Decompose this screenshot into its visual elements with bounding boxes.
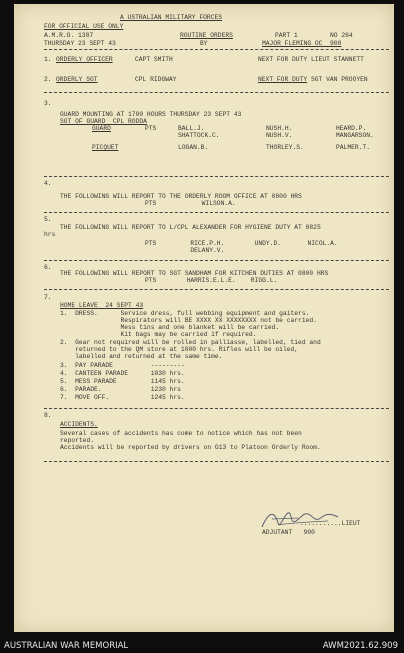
s7-item: labelled and returned at the same time. xyxy=(60,353,223,360)
picquet-name: THORLEY.S. xyxy=(266,144,304,151)
s8-line-2: reported. xyxy=(60,437,95,444)
rule-4 xyxy=(44,212,389,213)
rule-3 xyxy=(44,176,389,177)
order-number: NO 264 xyxy=(330,32,353,39)
s7-item: Mess tins and one blanket will be carried. xyxy=(60,324,280,331)
s7-item: 4. CANTEEN PARADE 1030 hrs. xyxy=(60,370,185,377)
rule-8 xyxy=(44,461,389,462)
orderly-sgt-name: CPL RIDGWAY xyxy=(135,76,177,83)
s5-line-1: THE FOLLOWING WILL REPORT TO L/CPL ALEXANDER FOR HYGIENE DUTY AT 0825 xyxy=(60,224,321,231)
s8-line-3: Accidents will be reported by drivers on G13 to Platoon Orderly Room. xyxy=(60,444,321,451)
major-label: MAJOR FLEMING OC 900 xyxy=(262,40,342,47)
s7-item: 2. Gear not required will be rolled in palliasse, labelled, tied and xyxy=(60,339,321,346)
footer-memorial-label: AUSTRALIAN WAR MEMORIAL xyxy=(4,641,129,651)
guard-name: BALL.J. xyxy=(178,125,205,132)
s7-item: 7. MOVE OFF. 1245 hrs. xyxy=(60,394,185,401)
next-for-duty-name-2: SGT VAN PROOYEN xyxy=(311,76,368,83)
s5-line-2: PTS RICE.P.H. UNDY.D. NICOL.A. xyxy=(145,240,338,247)
forces-heading: A USTRALIAN MILITARY FORCES xyxy=(120,14,223,21)
guard-name: SHATTOCK.C. xyxy=(178,132,220,139)
date-line: THURSDAY 23 SEPT 43 xyxy=(44,40,116,47)
s7-item: Kit bags may be carried if required. xyxy=(60,331,257,338)
guard-name: NUSH.V. xyxy=(266,132,293,139)
s4-number: 4. xyxy=(44,180,52,187)
s5-line-3: DELANY.V. xyxy=(145,247,225,254)
s7-item: returned to the QM store at 1000 hrs. Rifles will be oiled, xyxy=(60,346,299,353)
orderly-officer-name: CAPT SMITH xyxy=(135,56,173,63)
guard-name: NUSH.H. xyxy=(266,125,293,132)
next-for-duty-label-2: NEXT FOR DUTY xyxy=(258,76,308,83)
s6-line-1: THE FOLLOWING WILL REPORT TO SGT SANDHAM FOR KITCHEN DUTIES AT 0800 HRS xyxy=(60,270,329,277)
guard-label: GUARD xyxy=(92,125,111,132)
by-label: BY xyxy=(200,40,208,47)
guard-name: HEARD.P. xyxy=(336,125,367,132)
picquet-name: PALMER.T. xyxy=(336,144,371,151)
orderly-officer-title: ORDERLY OFFICER xyxy=(56,56,113,63)
lieut-signature-line: ...........LIEUT xyxy=(300,520,361,527)
s8-number: 8. xyxy=(44,412,52,419)
next-for-duty-name-1: LIEUT STANNETT xyxy=(311,56,364,63)
s1-number: 1. xyxy=(44,56,52,63)
s7-item: 5. MESS PARADE 1145 hrs. xyxy=(60,378,185,385)
s8-line-1: Several cases of accidents has come to notice which has not been xyxy=(60,430,302,437)
routine-orders-label: ROUTINE ORDERS xyxy=(180,32,233,39)
guard-name: MANGARSON. xyxy=(336,132,374,139)
rule-2 xyxy=(44,92,389,93)
s4-line-2: PTS WILSON.A. xyxy=(145,200,236,207)
header-rule xyxy=(44,49,389,50)
s7-item: 1. DRESS. Service dress, full webbing equipment and gaiters. xyxy=(60,310,310,317)
s7-number: 7. xyxy=(44,294,52,301)
unit-label: A.M.R.O. 1387 xyxy=(44,32,94,39)
rule-7 xyxy=(44,408,389,409)
sgt-of-guard-line: SGT OF GUARD CPL RODDA xyxy=(60,118,147,125)
s2-number: 2. xyxy=(44,76,52,83)
rule-6 xyxy=(44,289,389,290)
s5-hrs: hrs xyxy=(44,231,56,238)
next-for-duty-label-1: NEXT FOR DUTY xyxy=(258,56,308,63)
guard-mounting-line: GUARD MOUNTING AT 1700 HOURS THURSDAY 23 SEPT 43 xyxy=(60,111,242,118)
picquet-label: PICQUET xyxy=(92,144,119,151)
s4-line-1: THE FOLLOWING WILL REPORT TO THE ORDERLY ROOM OFFICE AT 0800 HRS xyxy=(60,193,302,200)
s7-item: Respirators will BE XXXX XX XXXXXXXX not be carried. xyxy=(60,317,317,324)
s7-item: 3. PAY PARADE --------- xyxy=(60,362,185,369)
rule-5 xyxy=(44,260,389,261)
footer-accession-number: AWM2021.62.909 xyxy=(322,641,398,651)
orderly-sgt-title: ORDERLY SGT xyxy=(56,76,98,83)
accidents-title: ACCIDENTS. xyxy=(60,421,98,428)
official-use-label: FOR OFFICIAL USE ONLY xyxy=(44,23,124,30)
s7-item: 6. PARADE. 1230 hrs xyxy=(60,386,181,393)
guard-pts: PTS xyxy=(145,125,157,132)
home-leave-title: HOME LEAVE 24 SEPT 43 xyxy=(60,302,144,309)
picquet-name: LOGAN.B. xyxy=(178,144,209,151)
s3-number: 3. xyxy=(44,100,52,107)
part-label: PART 1 xyxy=(275,32,298,39)
s5-number: 5. xyxy=(44,216,52,223)
s6-number: 6. xyxy=(44,264,52,271)
adjutant-label: ADJUTANT 900 xyxy=(262,529,315,536)
s6-line-2: PTS HARRIS.E.L.E. RIGG.L. xyxy=(145,277,278,284)
